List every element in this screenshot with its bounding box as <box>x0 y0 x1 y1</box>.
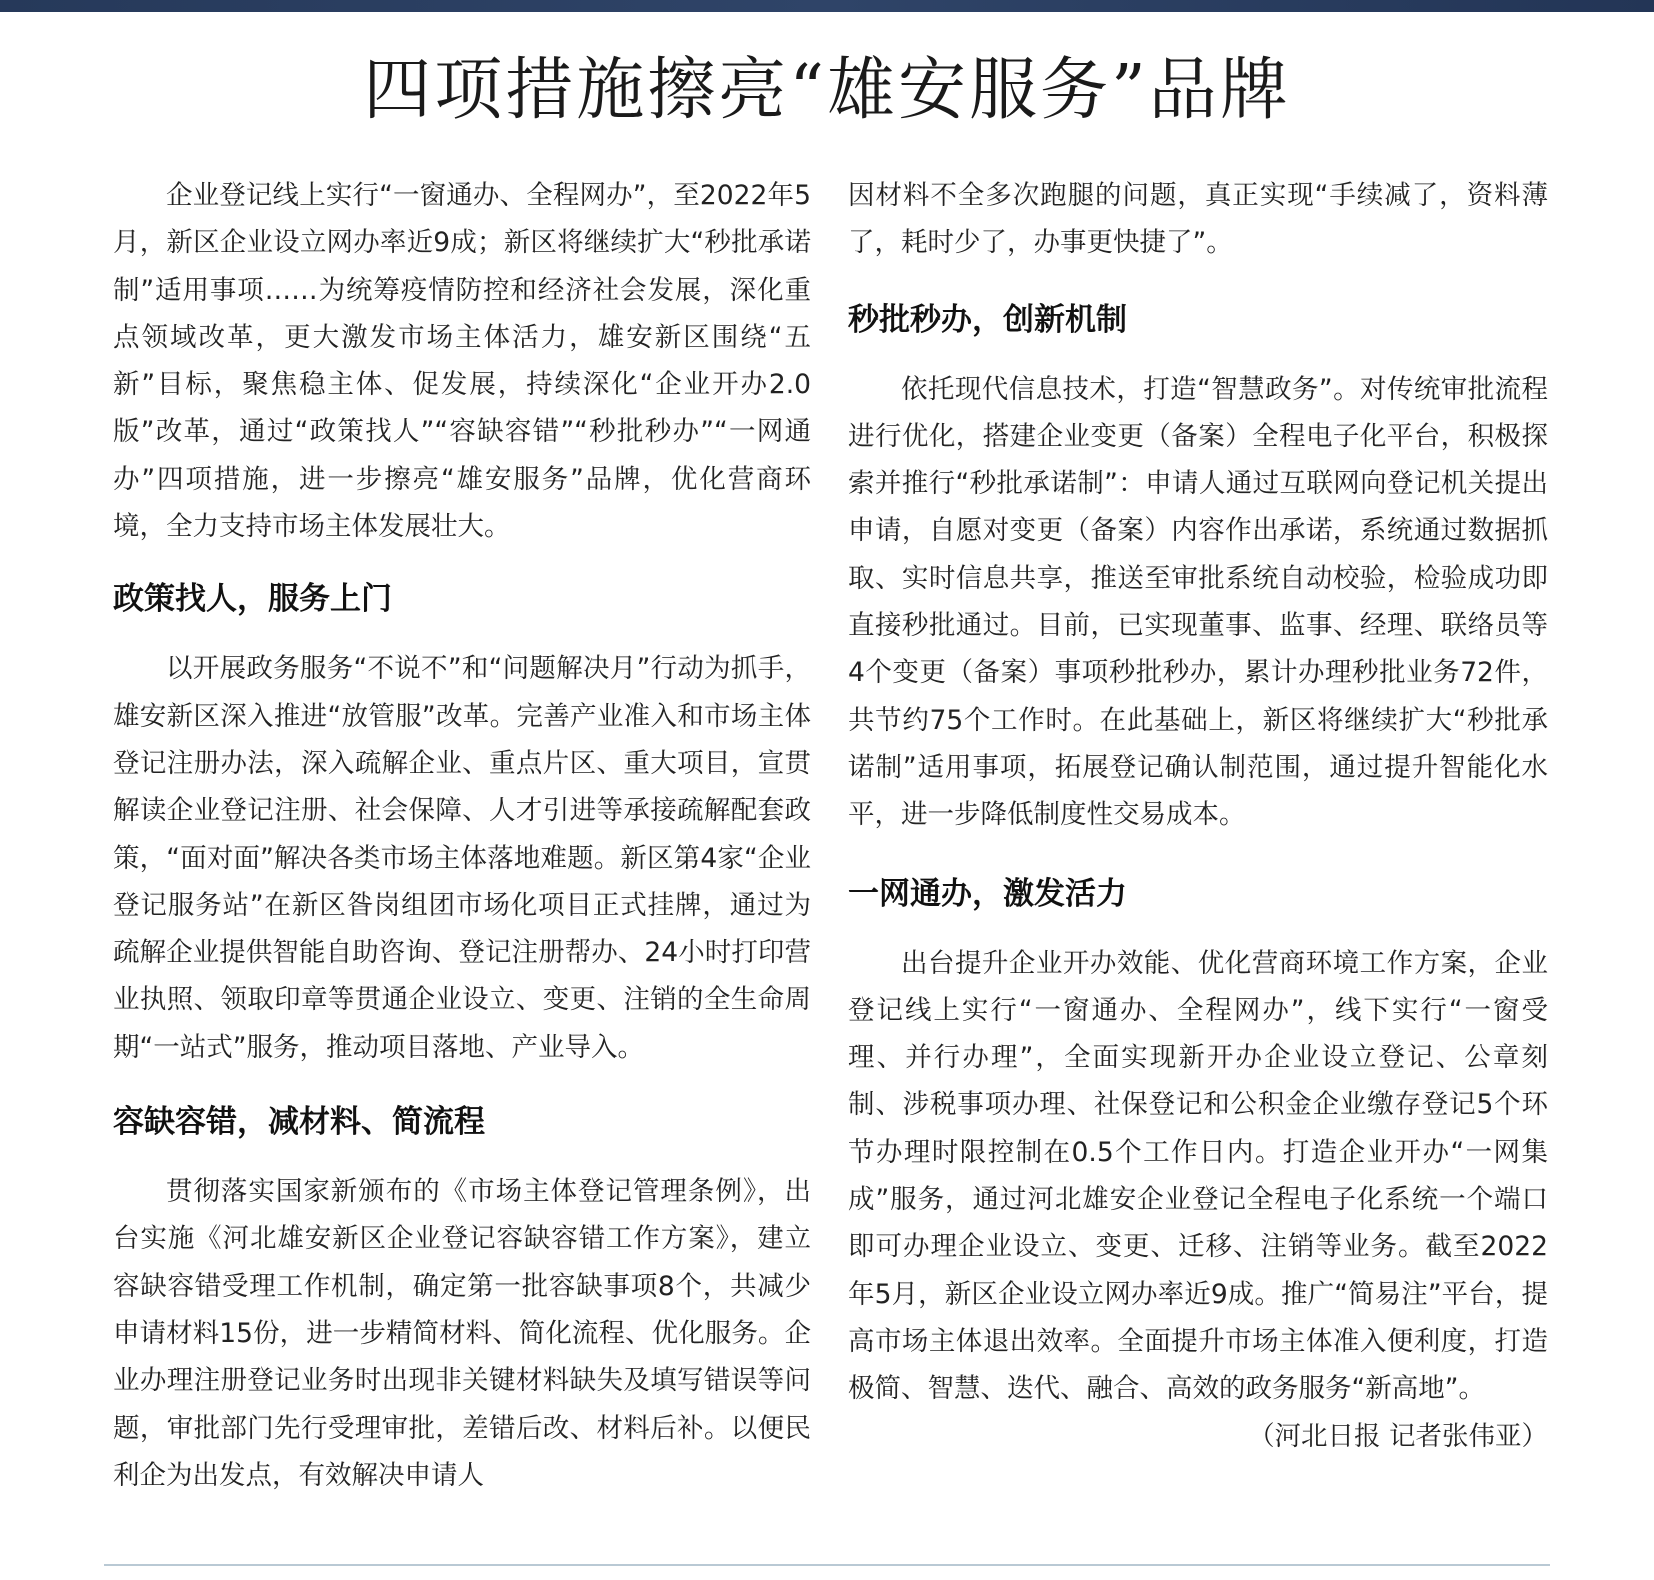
section-heading-tolerance: 容缺容错，减材料、简流程 <box>113 1104 485 1141</box>
section-heading-policy: 政策找人，服务上门 <box>113 581 392 618</box>
section-heading-one-network: 一网通办，激发活力 <box>848 875 1127 912</box>
article-byline: （河北日报 记者张伟亚） <box>1248 1420 1548 1452</box>
right-column <box>848 172 1548 1460</box>
bottom-divider <box>104 1564 1550 1566</box>
continued-paragraph: 因材料不全多次跑腿的问题，真正实现“手续减了，资料薄了，耗时少了，办事更快捷了”。 <box>848 180 1548 259</box>
intro-paragraph: 企业登记线上实行“一窗通办、全程网办”，至2022年5月，新区企业设立网办率近9成；新区将继续扩大“秒批承诺制”适用事项……为统筹疫情防控和经济社会发展，深化重点领域改革，更大激发市场主体活力，雄安新区围绕“五新”目标，聚焦稳主体、促发展，持续深化“企业开办2.0版”改革，通过“政策找人”“容缺容错”“秒批秒办”“一网通办”四项措施，进一步擦亮“雄安服务”品牌，优化营商环境，全力支持市场主体发展壮大。 <box>113 180 811 543</box>
top-banner-bar <box>0 0 1654 12</box>
section-body-tolerance: 贯彻落实国家新颁布的《市场主体登记管理条例》，出台实施《河北雄安新区企业登记容缺容错工作方案》，建立容缺容错受理工作机制，确定第一批容缺事项8个，共减少申请材料15份，进一步精简材料、简化流程、优化服务。企业办理注册登记业务时出现非关键材料缺失及填写错误等问题，审批部门先行受理审批，差错后改、材料后补。以便民利企为出发点，有效解决申请人 <box>113 1176 811 1491</box>
section-body-policy: 以开展政务服务“不说不”和“问题解决月”行动为抓手，雄安新区深入推进“放管服”改革。完善产业准入和市场主体登记注册办法，深入疏解企业、重点片区、重大项目，宣贯解读企业登记注册、社会保障、人才引进等承接疏解配套政策，“面对面”解决各类市场主体落地难题。新区第4家“企业登记服务站”在新区昝岗组团市场化项目正式挂牌，通过为疏解企业提供智能自助咨询、登记注册帮办、24小时打印营业执照、领取印章等贯通企业设立、变更、注销的全生命周期“一站式”服务，推动项目落地、产业导入。 <box>113 653 811 1063</box>
article-headline: 四项措施擦亮“雄安服务”品牌 <box>363 51 1291 130</box>
section-body-instant-approval: 依托现代信息技术，打造“智慧政务”。对传统审批流程进行优化，搭建企业变更（备案）全程电子化平台，积极探索并推行“秒批承诺制”：申请人通过互联网向登记机关提出申请，自愿对变更（备案）内容作出承诺，系统通过数据抓取、实时信息共享，推送至审批系统自动校验，检验成功即直接秒批通过。目前，已实现董事、监事、经理、联络员等4个变更（备案）事项秒批秒办，累计办理秒批业务72件，共节约75个工作时。在此基础上，新区将继续扩大“秒批承诺制”适用事项，拓展登记确认制范围，通过提升智能化水平，进一步降低制度性交易成本。 <box>848 373 1548 831</box>
section-body-one-network: 出台提升企业开办效能、优化营商环境工作方案，企业登记线上实行“一窗通办、全程网办”，线下实行“一窗受理、并行办理”，全面实现新开办企业设立登记、公章刻制、涉税事项办理、社保登记和公积金企业缴存登记5个环节办理时限控制在0.5个工作日内。打造企业开办“一网集成”服务，通过河北雄安企业登记全程电子化系统一个端口即可办理企业设立、变更、迁移、注销等业务。截至2022年5月，新区企业设立网办率近9成。推广“简易注”平台，提高市场主体退出效率。全面提升市场主体准入便利度，打造极简、智慧、迭代、融合、高效的政务服务“新高地”。 <box>848 947 1548 1405</box>
section-heading-instant-approval: 秒批秒办，创新机制 <box>848 301 1127 338</box>
left-column <box>113 172 811 1499</box>
